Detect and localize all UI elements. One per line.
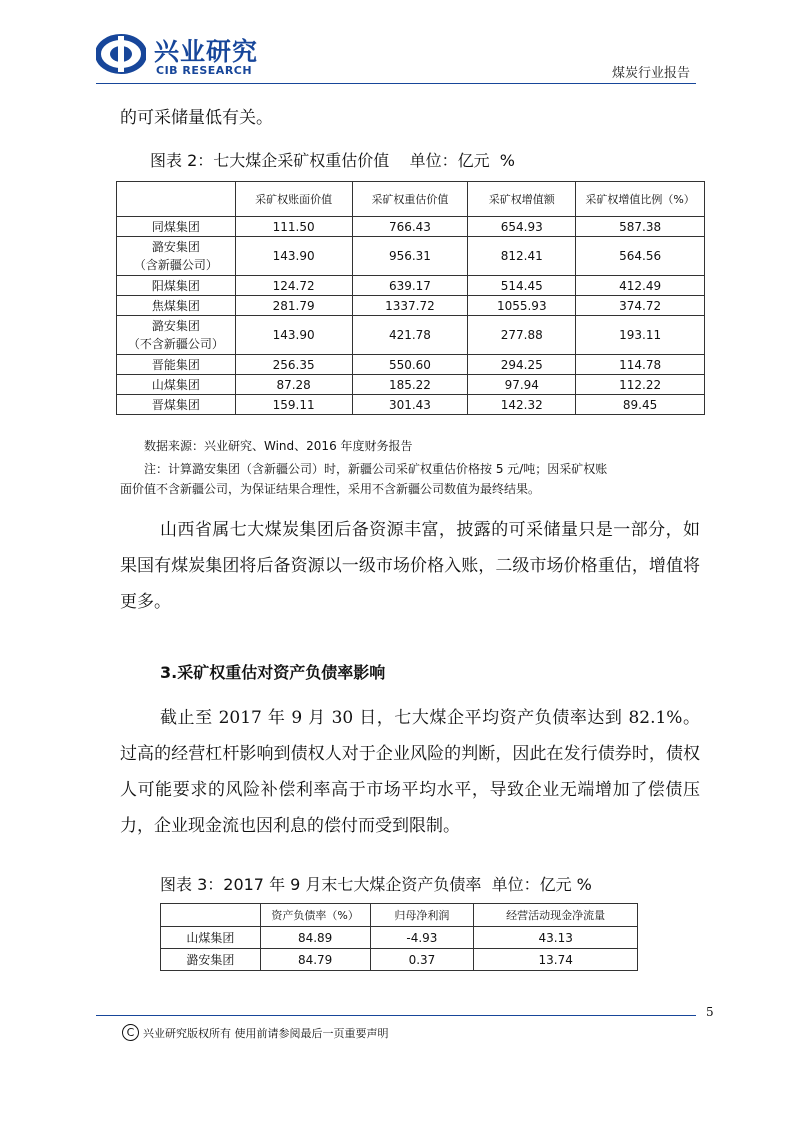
increase-ratio: 374.72 [576, 296, 705, 316]
revalued-value: 185.22 [352, 375, 468, 395]
revalued-value: 956.31 [352, 237, 468, 276]
company-name [117, 237, 236, 276]
increase-ratio: 412.49 [576, 276, 705, 296]
revalued-value: 766.43 [352, 217, 468, 237]
debt-ratio: 84.79 [260, 949, 370, 971]
copyright-notice [122, 1024, 389, 1041]
header-cell: 采矿权重估价值 [352, 182, 468, 217]
operating-cash-flow: 43.13 [474, 927, 638, 949]
table2-source: 数据来源：兴业研究、Wind、2016 年度财务报告 [144, 439, 413, 453]
table2-note-line1: 注：计算潞安集团（含新疆公司）时，新疆公司采矿权重估价格按 5 元/吨；因采矿权账 [144, 462, 608, 476]
increase-ratio: 587.38 [576, 217, 705, 237]
section-title: 3.采矿权重估对资产负债率影响 [160, 663, 386, 682]
mining-rights-revaluation-table [116, 181, 705, 415]
book-value: 87.28 [235, 375, 352, 395]
book-value: 111.50 [235, 217, 352, 237]
table-header-row [117, 182, 705, 217]
revalued-value: 421.78 [352, 316, 468, 355]
header-cell: 归母净利润 [370, 904, 474, 927]
brand-name: 兴业研究 [154, 37, 259, 66]
company-name-line1: 潞安集团 [151, 319, 200, 333]
table3-caption: 图表 3：2017 年 9 月末七大煤企资产负债率 单位：亿元 % [160, 875, 592, 894]
header-cell: 采矿权账面价值 [235, 182, 352, 217]
table-row [117, 237, 705, 276]
brand-subtitle: CIB RESEARCH [156, 64, 253, 77]
increase-ratio: 89.45 [576, 395, 705, 415]
revalued-value: 301.43 [352, 395, 468, 415]
company-name: 阳煤集团 [117, 276, 236, 296]
book-value: 143.90 [235, 237, 352, 276]
company-name-line2: （含新疆公司） [133, 258, 218, 272]
net-profit: -4.93 [370, 927, 474, 949]
table-row [117, 276, 705, 296]
table-header-row [161, 904, 638, 927]
header-cell [161, 904, 261, 927]
book-value: 124.72 [235, 276, 352, 296]
company-name: 潞安集团 [161, 949, 261, 971]
company-name: 焦煤集团 [117, 296, 236, 316]
operating-cash-flow: 13.74 [474, 949, 638, 971]
value-increase: 142.32 [468, 395, 576, 415]
increase-ratio: 564.56 [576, 237, 705, 276]
net-profit: 0.37 [370, 949, 474, 971]
company-name: 同煤集团 [117, 217, 236, 237]
table2-note-line2: 面价值不含新疆公司，为保证结果合理性，采用不含新疆公司数值为最终结果。 [120, 482, 541, 496]
table-row [117, 355, 705, 375]
book-value: 281.79 [235, 296, 352, 316]
table-row [161, 927, 638, 949]
table-row [117, 217, 705, 237]
table-row [117, 296, 705, 316]
company-name-line2: （不含新疆公司） [127, 337, 224, 351]
company-name-line1: 潞安集团 [151, 240, 200, 254]
table2-caption: 图表 2：七大煤企采矿权重估价值 单位：亿元 % [150, 151, 515, 170]
increase-ratio: 114.78 [576, 355, 705, 375]
increase-ratio: 112.22 [576, 375, 705, 395]
cib-research-logo [96, 30, 266, 80]
company-name: 晋能集团 [117, 355, 236, 375]
header-divider [96, 83, 696, 84]
revalued-value: 639.17 [352, 276, 468, 296]
cib-logo-icon [96, 34, 146, 74]
value-increase: 277.88 [468, 316, 576, 355]
debt-ratio-table [160, 903, 638, 971]
page-number: 5 [706, 1005, 714, 1019]
report-type: 煤炭行业报告 [611, 66, 690, 81]
copyright-text: 兴业研究版权所有 使用前请参阅最后一页重要声明 [143, 1026, 389, 1040]
header-cell: 采矿权增值额 [468, 182, 576, 217]
book-value: 143.90 [235, 316, 352, 355]
revalued-value: 1337.72 [352, 296, 468, 316]
table-row [117, 375, 705, 395]
company-name [117, 316, 236, 355]
book-value: 159.11 [235, 395, 352, 415]
header-cell: 采矿权增值比例（%） [576, 182, 705, 217]
copyright-icon: C [122, 1024, 139, 1041]
value-increase: 294.25 [468, 355, 576, 375]
company-name: 山煤集团 [117, 375, 236, 395]
table-row [117, 395, 705, 415]
header-cell [117, 182, 236, 217]
company-name: 晋煤集团 [117, 395, 236, 415]
paragraph-debt-ratio: 截止至 2017 年 9 月 30 日，七大煤企平均资产负债率达到 82.1%。过高的经营杠杆影响到债权人对于企业风险的判断，因此在发行债券时，债权人可能要求的风险补偿利率高于市场平均水平，导致企业无端增加了偿债压力，企业现金流也因利息的偿付而受到限制。 [120, 708, 700, 836]
revalued-value: 550.60 [352, 355, 468, 375]
value-increase: 812.41 [468, 237, 576, 276]
increase-ratio: 193.11 [576, 316, 705, 355]
header-cell: 资产负债率（%） [260, 904, 370, 927]
debt-ratio: 84.89 [260, 927, 370, 949]
table-row [117, 316, 705, 355]
value-increase: 97.94 [468, 375, 576, 395]
intro-line: 的可采储量低有关。 [120, 108, 273, 128]
value-increase: 654.93 [468, 217, 576, 237]
value-increase: 1055.93 [468, 296, 576, 316]
header-cell: 经营活动现金净流量 [474, 904, 638, 927]
paragraph-reserves: 山西省属七大煤炭集团后备资源丰富，披露的可采储量只是一部分，如果国有煤炭集团将后备资源以一级市场价格入账，二级市场价格重估，增值将更多。 [120, 520, 700, 612]
value-increase: 514.45 [468, 276, 576, 296]
footer-divider [96, 1015, 696, 1016]
book-value: 256.35 [235, 355, 352, 375]
table-row [161, 949, 638, 971]
company-name: 山煤集团 [161, 927, 261, 949]
